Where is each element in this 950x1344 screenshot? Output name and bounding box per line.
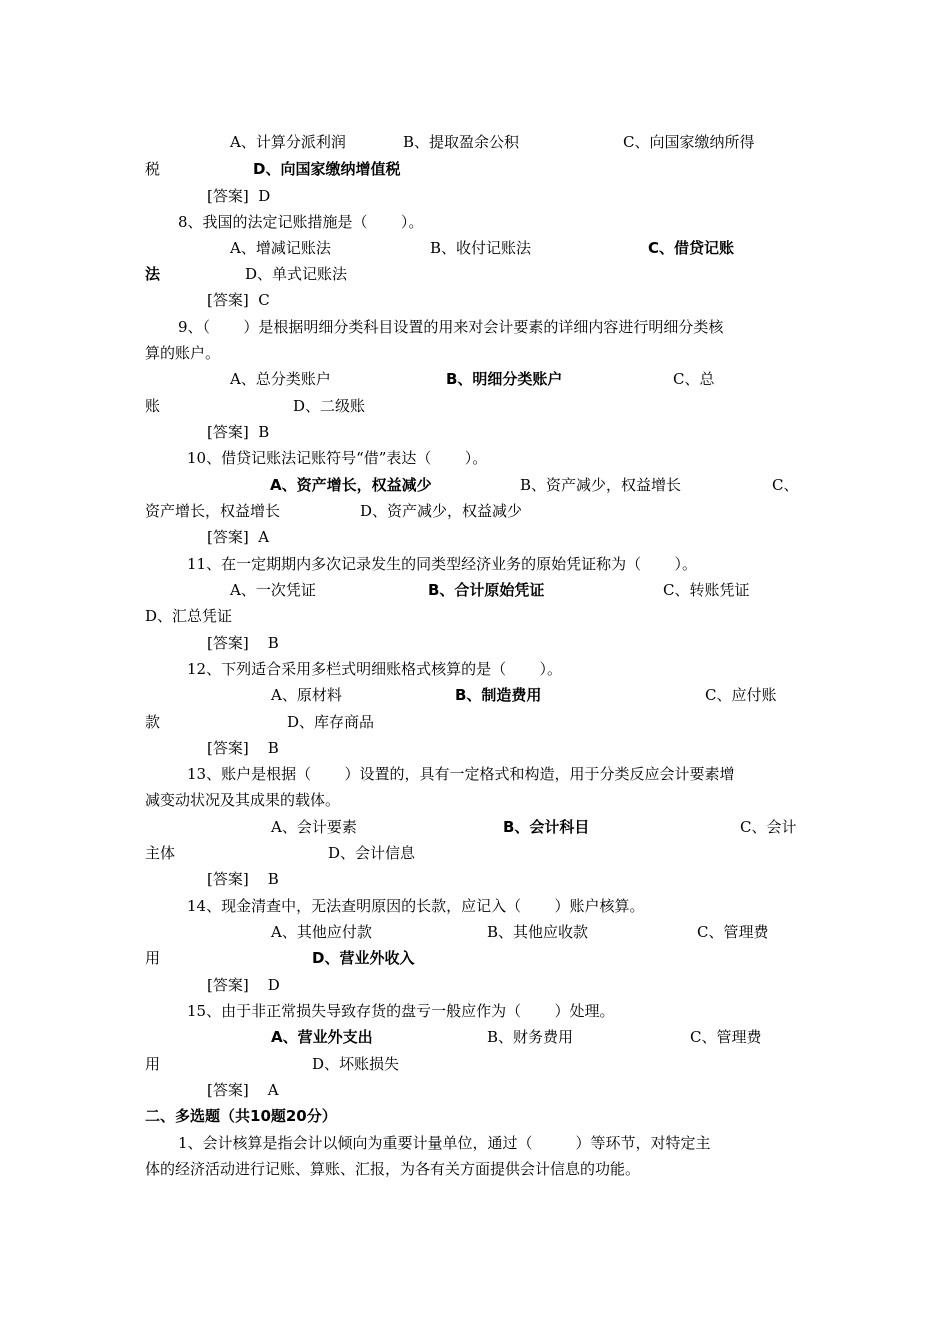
q11-option-c: C、转账凭证 xyxy=(663,581,750,599)
q12-option-b: B、制造费用 xyxy=(455,686,542,704)
q13-option-c: C、会计 xyxy=(740,818,797,836)
q11-answer: [答案] B xyxy=(207,634,279,652)
q10-option-c-cont: 资产增长，权益增长 xyxy=(145,502,281,520)
q15-option-c: C、管理费 xyxy=(690,1028,762,1046)
q10-option-a: A、资产增长，权益减少 xyxy=(270,476,432,494)
q9-option-d: D、二级账 xyxy=(293,397,366,415)
q11-option-b: B、合计原始凭证 xyxy=(428,581,545,599)
q8-stem: 8、我国的法定记账措施是（ ）。 xyxy=(178,213,424,231)
q13-option-c-cont: 主体 xyxy=(145,844,176,862)
q15-stem: 15、由于非正常损失导致存货的盘亏一般应作为（ ）处理。 xyxy=(187,1002,615,1020)
q14-option-d: D、营业外收入 xyxy=(312,949,415,967)
q13-option-d: D、会计信息 xyxy=(328,844,416,862)
q8-option-c: C、借贷记账 xyxy=(648,239,735,257)
q7-option-a: A、计算分派利润 xyxy=(230,133,346,151)
q13-answer: [答案] B xyxy=(207,870,279,888)
q12-option-c-cont: 款 xyxy=(145,713,161,731)
q12-option-c: C、应付账 xyxy=(705,686,777,704)
q10-answer: [答案] A xyxy=(207,528,270,546)
q7-option-c: C、向国家缴纳所得 xyxy=(623,133,755,151)
q9-option-c-cont: 账 xyxy=(145,397,161,415)
q12-option-a: A、原材料 xyxy=(271,686,342,704)
q14-option-c-cont: 用 xyxy=(145,949,161,967)
q11-option-a: A、一次凭证 xyxy=(230,581,316,599)
section-heading: 二、多选题（共10题20分） xyxy=(145,1107,337,1125)
q14-option-a: A、其他应付款 xyxy=(271,923,372,941)
q7-option-d: D、向国家缴纳增值税 xyxy=(253,160,401,178)
q8-option-b: B、收付记账法 xyxy=(430,239,532,257)
q9-stem-line2: 算的账户。 xyxy=(145,344,221,362)
q15-option-a: A、营业外支出 xyxy=(271,1028,373,1046)
q8-option-c-cont: 法 xyxy=(145,265,161,283)
q8-option-a: A、增减记账法 xyxy=(230,239,331,257)
q15-option-d: D、坏账损失 xyxy=(312,1055,400,1073)
q13-option-a: A、会计要素 xyxy=(271,818,357,836)
q13-stem-line1: 13、账户是根据（ ）设置的，具有一定格式和构造，用于分类反应会计要素增 xyxy=(187,765,735,783)
mq1-stem-line2: 体的经济活动进行记账、算账、汇报，为各有关方面提供会计信息的功能。 xyxy=(145,1160,641,1178)
q15-option-b: B、财务费用 xyxy=(487,1028,574,1046)
q7-option-b: B、提取盈余公积 xyxy=(403,133,520,151)
q15-answer: [答案] A xyxy=(207,1081,279,1099)
q9-answer: [答案] B xyxy=(207,423,270,441)
q13-option-b: B、会计科目 xyxy=(503,818,590,836)
q12-answer: [答案] B xyxy=(207,739,279,757)
q11-stem: 11、在一定期期内多次记录发生的同类型经济业务的原始凭证称为（ ）。 xyxy=(187,555,697,573)
q7-answer: [答案] D xyxy=(207,187,271,205)
q14-stem: 14、现金清查中，无法查明原因的长款，应记入（ ）账户核算。 xyxy=(187,897,645,915)
q12-stem: 12、下列适合采用多栏式明细账格式核算的是（ ）。 xyxy=(187,660,562,678)
q9-option-b: B、明细分类账户 xyxy=(446,370,563,388)
q9-option-c: C、总 xyxy=(673,370,715,388)
q14-option-c: C、管理费 xyxy=(697,923,769,941)
q10-stem: 10、借贷记账法记账符号“借”表达（ ）。 xyxy=(187,449,488,467)
mq1-stem-line1: 1、会计核算是指会计以倾向为重要计量单位，通过（ ）等环节，对特定主 xyxy=(178,1134,711,1152)
q8-option-d: D、单式记账法 xyxy=(245,265,348,283)
q9-option-a: A、总分类账户 xyxy=(230,370,331,388)
q7-option-c-cont: 税 xyxy=(145,160,161,178)
q8-answer: [答案] C xyxy=(207,291,270,309)
q11-option-d: D、汇总凭证 xyxy=(145,607,233,625)
q14-answer: [答案] D xyxy=(207,976,280,994)
q9-stem-line1: 9、（ ）是根据明细分类科目设置的用来对会计要素的详细内容进行明细分类核 xyxy=(178,318,724,336)
q14-option-b: B、其他应收款 xyxy=(487,923,589,941)
q13-stem-line2: 减变动状况及其成果的载体。 xyxy=(145,791,341,809)
q10-option-b: B、资产减少，权益增长 xyxy=(520,476,682,494)
q10-option-d: D、资产减少，权益减少 xyxy=(360,502,523,520)
q10-option-c: C、 xyxy=(772,476,799,494)
q12-option-d: D、库存商品 xyxy=(287,713,375,731)
q15-option-c-cont: 用 xyxy=(145,1055,161,1073)
